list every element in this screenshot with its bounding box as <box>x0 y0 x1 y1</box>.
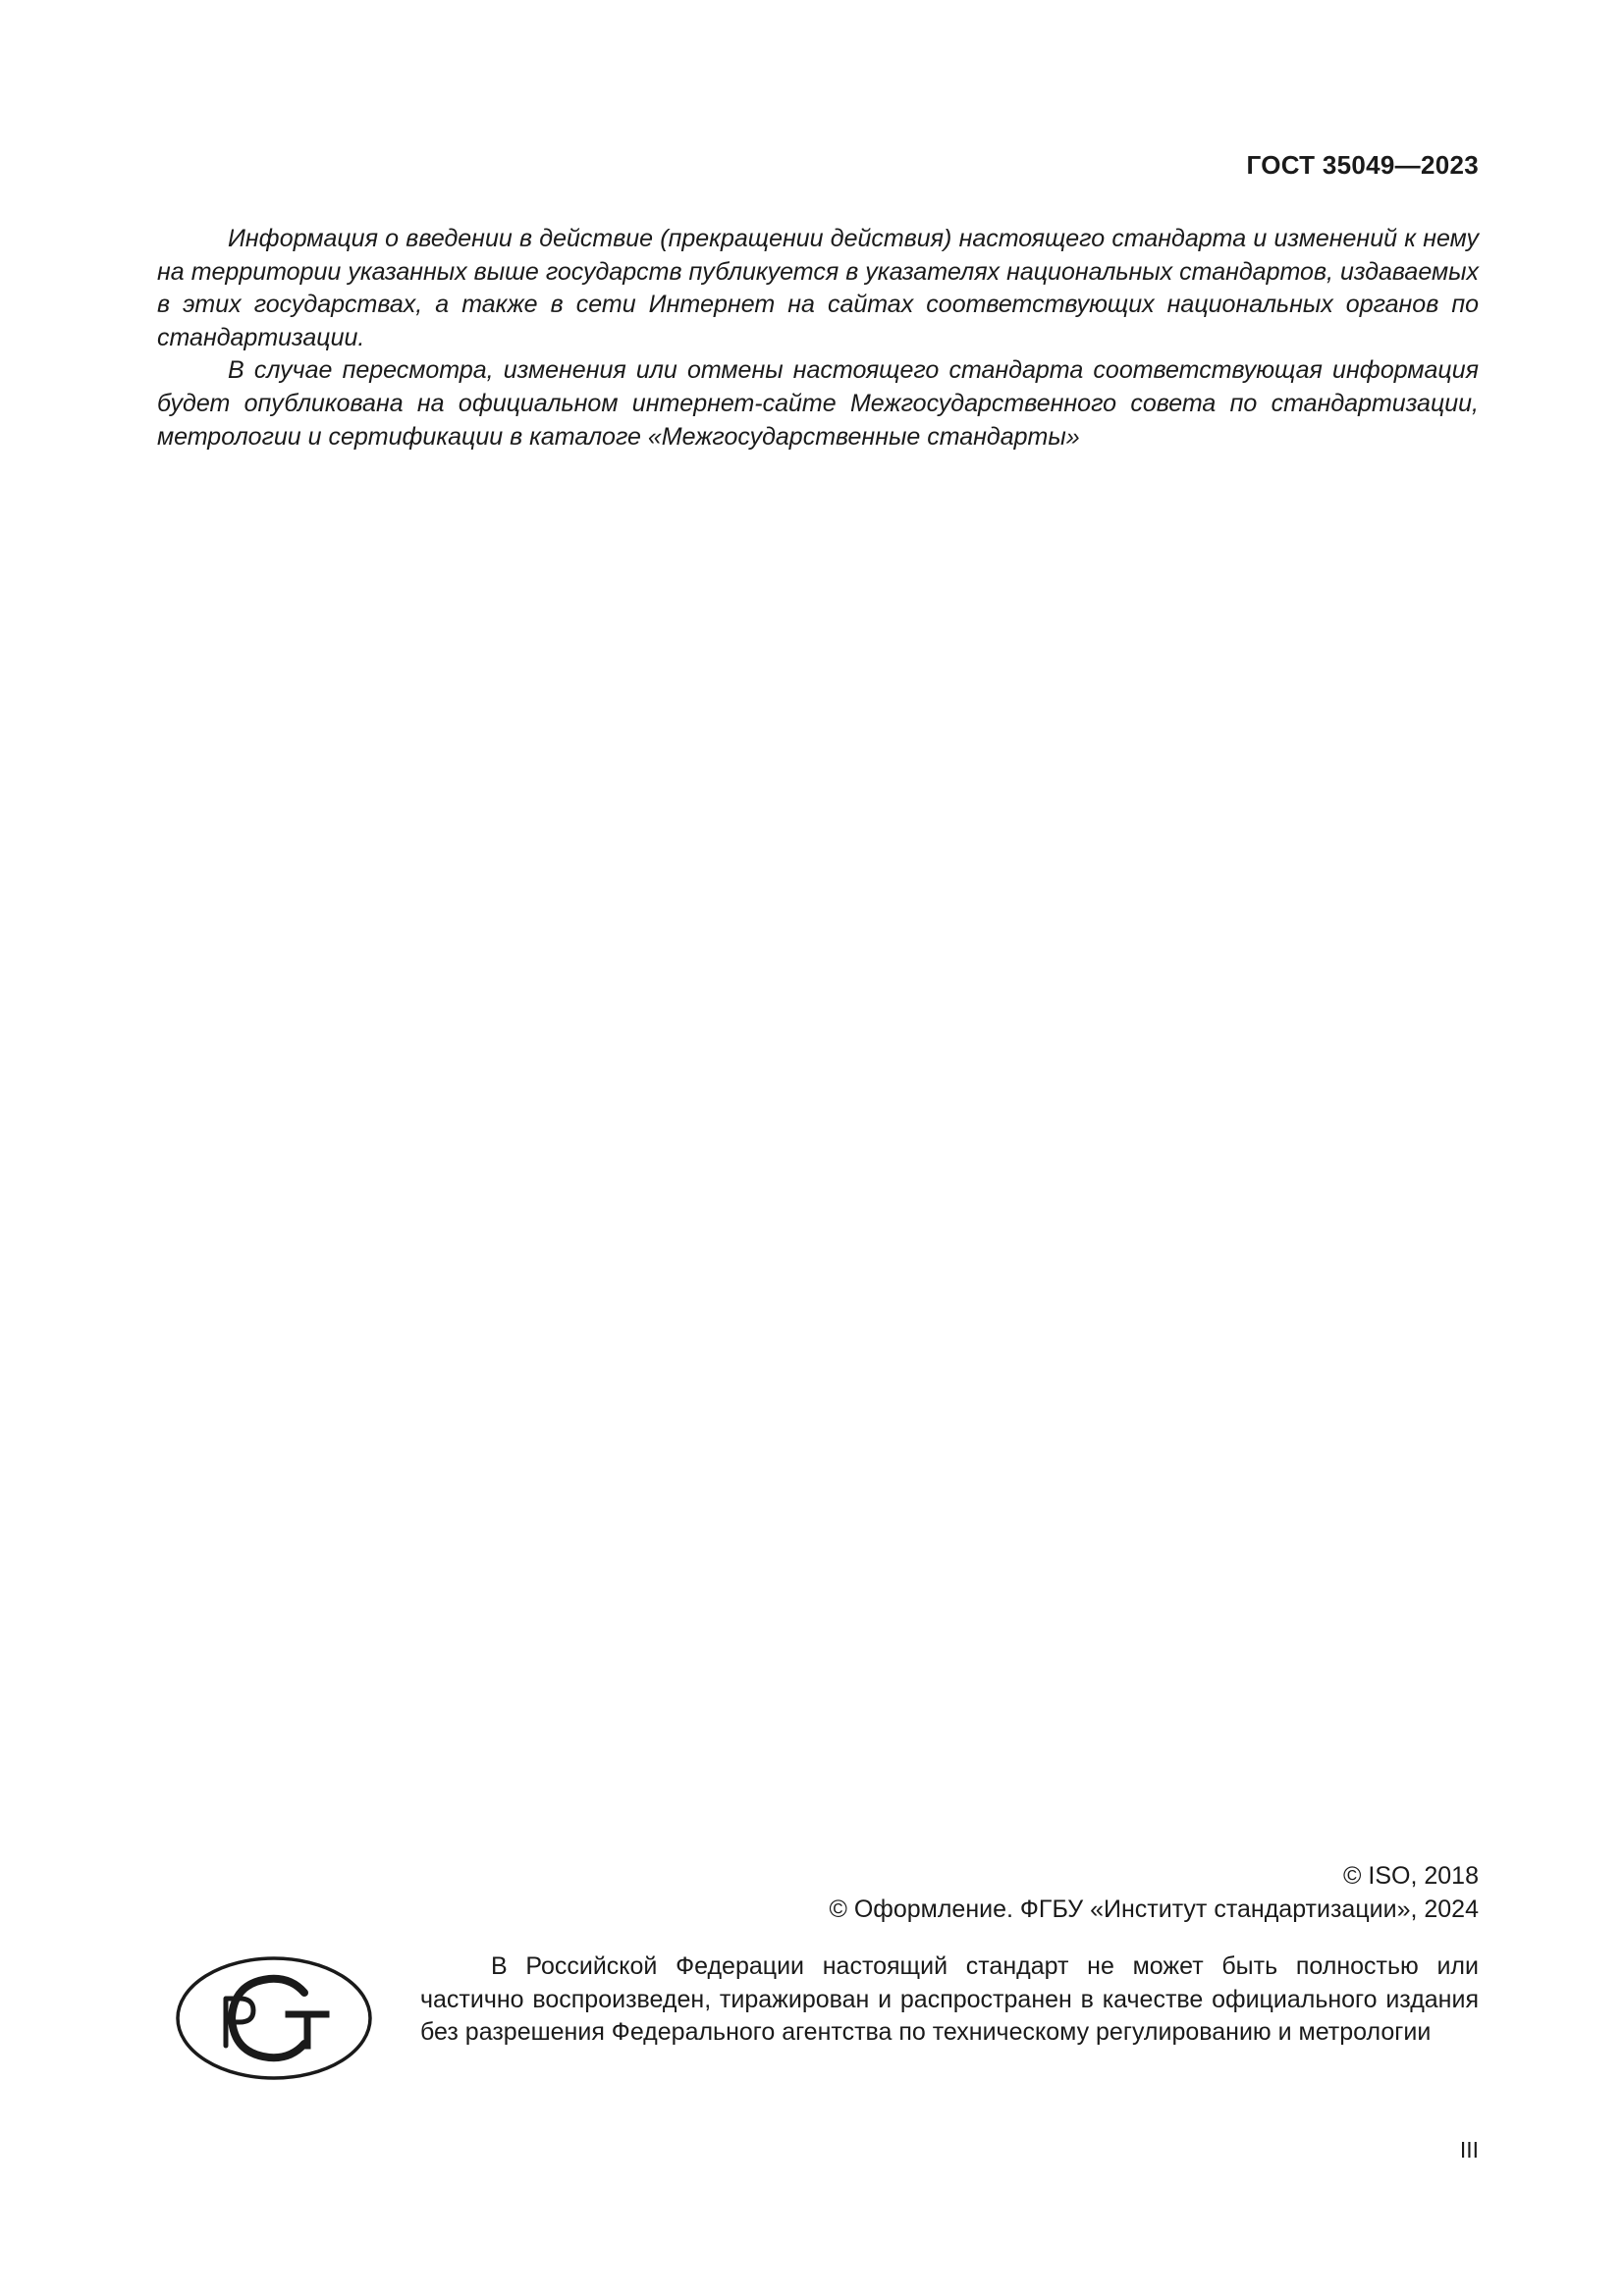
copyright-iso: © ISO, 2018 <box>1343 1862 1479 1890</box>
standard-code: ГОСТ 35049—2023 <box>1246 150 1479 180</box>
rst-certification-mark-icon <box>175 1955 373 2081</box>
intro-paragraph: В случае пересмотра, изменения или отмены настоящего стандарта соответствующая информация будет опубликована на официальном интернет-сайте Межгосударственного совета по стандартизации, метрологии и сертификации в каталоге «Межгосударственные стандарты» <box>157 356 1479 451</box>
intro-paragraph: Информация о введении в действие (прекращении действия) настоящего стандарта и изменений к нему на территории указанных выше государств публикуется в указателях национальных стандартов, издаваемых в этих государствах, а также в сети Интернет на сайтах соответствующих национальных органов по стандартизации. <box>157 225 1479 351</box>
copyright-design: © Оформление. ФГБУ «Институт стандартизации», 2024 <box>829 1895 1479 1923</box>
notice-text: В Российской Федерации настоящий стандарт не может быть полностью или частично воспроизведен, тиражирован и распространен в качестве официального издания без разрешения Федерального агентства по техническому регулированию и метрологии <box>420 1952 1479 2047</box>
copyright-block <box>829 1860 1479 1926</box>
intro-section <box>157 223 1479 454</box>
reproduction-notice <box>420 1950 1479 2050</box>
page-number: III <box>1459 2137 1479 2163</box>
